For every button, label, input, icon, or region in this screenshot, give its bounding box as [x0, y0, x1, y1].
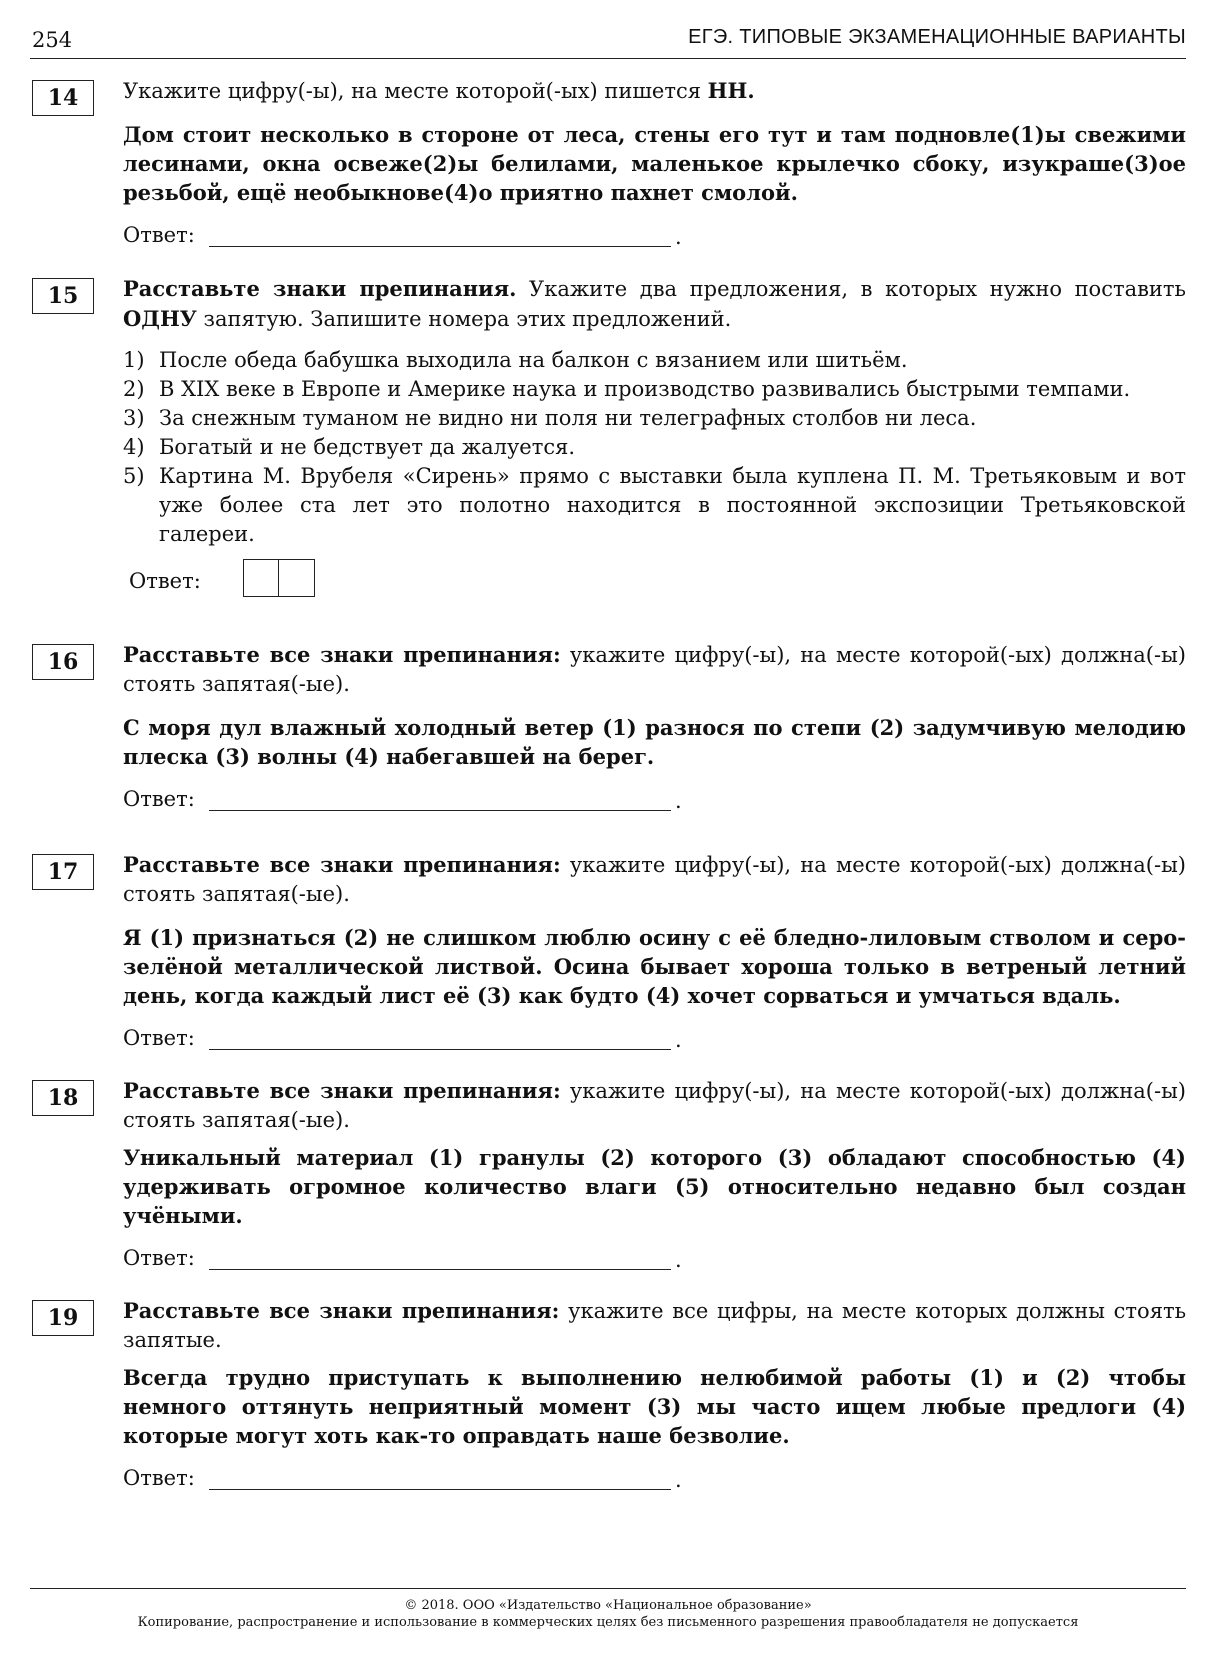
answer-field[interactable]: Ответ: . — [123, 1466, 682, 1492]
task-text: С моря дул влажный холодный ветер (1) разнося по степи (2) задумчивую мелодию плеска (3) волны (4) набегавшей на берег. — [123, 715, 1186, 769]
list-item: 4) Богатый и не бедствует да жалуется. — [123, 435, 576, 459]
footer-divider — [30, 1588, 1186, 1589]
copyright-line: © 2018. ООО «Издательство «Национальное образование» — [404, 1598, 812, 1613]
answer-line[interactable] — [209, 1489, 671, 1490]
answer-label: Ответ: — [123, 1026, 195, 1050]
answer-field[interactable]: Ответ: . — [123, 1026, 682, 1052]
answer-label: Ответ: — [123, 1246, 195, 1270]
task-text: Я (1) признаться (2) не слишком люблю осину с её бледно-лиловым стволом и серо-зелёной металлической листвой. Осина бывает хороша только в ветреный летний день, когда каждый лист её (3) как будто (4) хочет сорваться и умчаться вдаль. — [123, 925, 1186, 1008]
answer-cell-1[interactable] — [243, 559, 279, 597]
task-number-box: 16 — [32, 644, 94, 680]
task-number-box: 19 — [32, 1300, 94, 1336]
answer-field[interactable]: Ответ: . — [123, 787, 682, 813]
answer-cell-2[interactable] — [279, 559, 315, 597]
task-number-box: 15 — [32, 278, 94, 314]
answer-line[interactable] — [209, 810, 671, 811]
header-divider — [30, 58, 1186, 59]
list-item: 5) Картина М. Врубеля «Сирень» прямо с выставки была куплена П. М. Третьяковым и вот уже более ста лет это полотно находится в постоянной экспозиции Третьяковской галереи. — [123, 464, 1186, 546]
page-number: 254 — [32, 28, 73, 52]
answer-label: Ответ: — [123, 1466, 195, 1490]
answer-line[interactable] — [209, 1049, 671, 1050]
answer-line[interactable] — [209, 246, 671, 247]
task-instruction: Расставьте все знаки препинания: укажите цифру(-ы), на месте которой(-ых) должна(-ы) стоять запятая(-ые). — [123, 642, 1187, 696]
answer-label: Ответ: — [123, 223, 195, 247]
running-title: ЕГЭ. ТИПОВЫЕ ЭКЗАМЕНАЦИОННЫЕ ВАРИАНТЫ — [688, 26, 1186, 48]
task-number-box: 17 — [32, 854, 94, 890]
task-instruction: Расставьте знаки препинания. Укажите два предложения, в которых нужно поставить ОДНУ запятую. Запишите номера этих предложений. — [123, 276, 1186, 331]
task-instruction: Укажите цифру(-ы), на месте которой(-ых) пишется НН. — [123, 78, 755, 103]
answer-label: Ответ: — [123, 787, 195, 811]
task-number-box: 18 — [32, 1080, 94, 1116]
answer-cells[interactable] — [123, 559, 1186, 599]
task-instruction: Расставьте все знаки препинания: укажите цифру(-ы), на месте которой(-ых) должна(-ы) стоять запятая(-ые). — [123, 852, 1187, 906]
task-instruction: Расставьте все знаки препинания: укажите цифру(-ы), на месте которой(-ых) должна(-ы) стоять запятая(-ые). — [123, 1078, 1187, 1132]
list-item: 2) В XIX веке в Европе и Америке наука и производство развивались быстрыми темпами. — [123, 377, 1131, 401]
page-header — [30, 22, 1186, 60]
task-text: Уникальный материал (1) гранулы (2) которого (3) обладают способностью (4) удерживать огромное количество влаги (5) относительно недавно был создан учёными. — [123, 1145, 1186, 1228]
copyright-notice: Копирование, распространение и использование в коммерческих целях без письменного разрешения правообладателя не допускается — [137, 1615, 1079, 1630]
answer-field[interactable]: Ответ: . — [123, 223, 682, 249]
answer-line[interactable] — [209, 1269, 671, 1270]
task-number-box: 14 — [32, 80, 94, 116]
list-item: 3) За снежным туманом не видно ни поля ни телеграфных столбов ни леса. — [123, 406, 977, 430]
list-item: 1) После обеда бабушка выходила на балкон с вязанием или шитьём. — [123, 348, 908, 372]
task-text: Дом стоит несколько в стороне от леса, стены его тут и там подновле(1)ы свежими лесинами, окна освеже(2)ы белилами, маленькое крылечко сбоку, изукраше(3)ое резьбой, ещё необыкнове(4)о приятно пахнет смолой. — [123, 122, 1186, 205]
answer-label: Ответ: — [129, 569, 201, 593]
task-text: Всегда трудно приступать к выполнению нелюбимой работы (1) и (2) чтобы немного оттянуть неприятный момент (3) мы часто ищем любые предлоги (4) которые могут хоть как-то оправдать наше безволие. — [123, 1365, 1186, 1448]
answer-field[interactable]: Ответ: . — [123, 1246, 682, 1272]
page-footer — [30, 1588, 1186, 1631]
task-instruction: Расставьте все знаки препинания: укажите все цифры, на месте которых должны стоять запятые. — [123, 1298, 1186, 1352]
sentence-list — [123, 346, 1186, 549]
